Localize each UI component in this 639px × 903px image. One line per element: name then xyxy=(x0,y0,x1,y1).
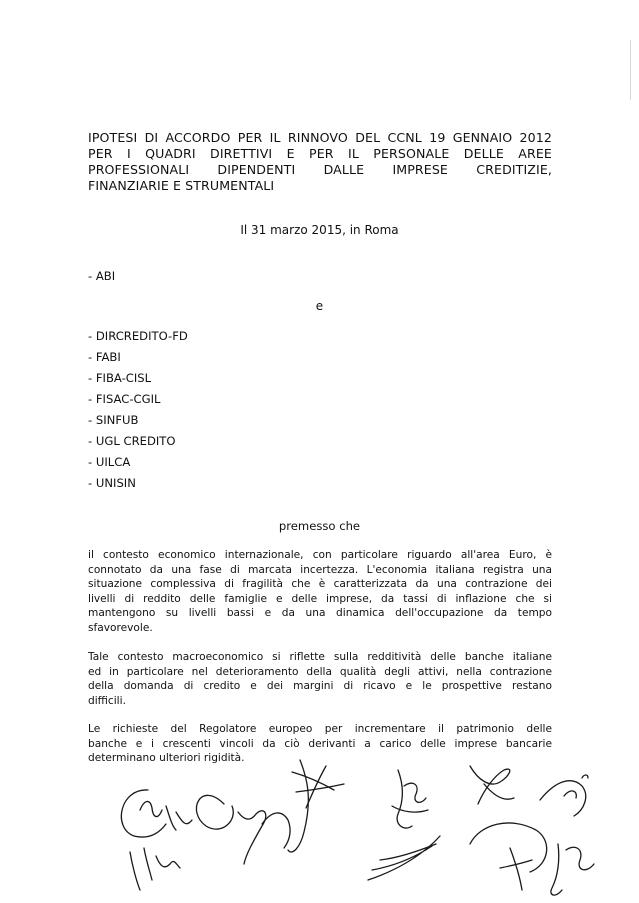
paragraph-macro xyxy=(88,650,552,708)
document-title xyxy=(88,130,552,194)
paragraph-line: ed in particolare nel deterioramento della qualità degli attivi, nella contrazione xyxy=(88,665,552,678)
date-place: Il 31 marzo 2015, in Roma xyxy=(240,223,399,237)
paragraph-line: Le richieste del Regolatore europeo per incrementare il patrimonio delle xyxy=(88,723,552,735)
paragraph-line: connotato da una fase di marcata incertezza. L'economia italiana registra una xyxy=(88,563,552,576)
signature-4 xyxy=(368,770,440,880)
paragraph-line: situazione complessiva di fragilità che è caratterizzata da una contrazione dei xyxy=(88,578,552,591)
signatures-area xyxy=(0,740,639,903)
union-item: - UILCA xyxy=(88,455,131,469)
title-line: PER I QUADRI DIRETTIVI E PER IL PERSONALE DELLE AREE xyxy=(88,146,552,161)
signature-2 xyxy=(196,795,290,864)
union-item: - UGL CREDITO xyxy=(88,434,176,448)
scan-edge-mark xyxy=(630,40,631,100)
paragraph-line: difficili. xyxy=(88,694,126,707)
union-item: - FISAC-CGIL xyxy=(88,392,161,406)
paragraph-line: sfavorevole. xyxy=(88,621,153,634)
title-line: FINANZIARIE E STRUMENTALI xyxy=(88,178,275,193)
paragraph-line: Tale contesto macroeconomico si riflette sulla redditività delle banche italiane xyxy=(88,651,552,663)
paragraph-line: il contesto economico internazionale, con particolare riguardo all'area Euro, è xyxy=(88,549,552,561)
paragraph-line: banche e i crescenti vincoli da ciò derivanti a carico delle imprese bancarie xyxy=(88,737,552,750)
union-item: - UNISIN xyxy=(88,476,136,490)
paragraph-context xyxy=(88,548,552,636)
union-item: - DIRCREDITO-FD xyxy=(88,329,188,343)
premise-heading: premesso che xyxy=(278,519,361,533)
title-line: PROFESSIONALI DIPENDENTI DALLE IMPRESE CREDITIZIE, xyxy=(88,162,552,177)
paragraph-line: livelli di reddito delle famiglie e delle imprese, da tassi di inflazione che si xyxy=(88,592,552,605)
first-party: - ABI xyxy=(88,269,116,283)
paragraph-line: della domanda di credito e dei margini di ricavo e le prospettive restano xyxy=(88,680,552,693)
union-item: - SINFUB xyxy=(88,413,139,427)
signature-6 xyxy=(540,775,594,895)
union-item: - FABI xyxy=(88,350,121,364)
paragraph-line: determinano ulteriori rigidità. xyxy=(88,752,245,765)
union-item: - FIBA-CISL xyxy=(88,371,152,385)
conjunction: e xyxy=(315,299,324,313)
signature-3 xyxy=(288,760,344,852)
paragraph-line: mantengono su livelli bassi e da una dinamica dell'occupazione da tempo xyxy=(88,607,552,620)
signature-1 xyxy=(121,790,192,890)
signature-5 xyxy=(470,766,547,890)
title-line: IPOTESI DI ACCORDO PER IL RINNOVO DEL CCNL 19 GENNAIO 2012 xyxy=(88,130,552,145)
